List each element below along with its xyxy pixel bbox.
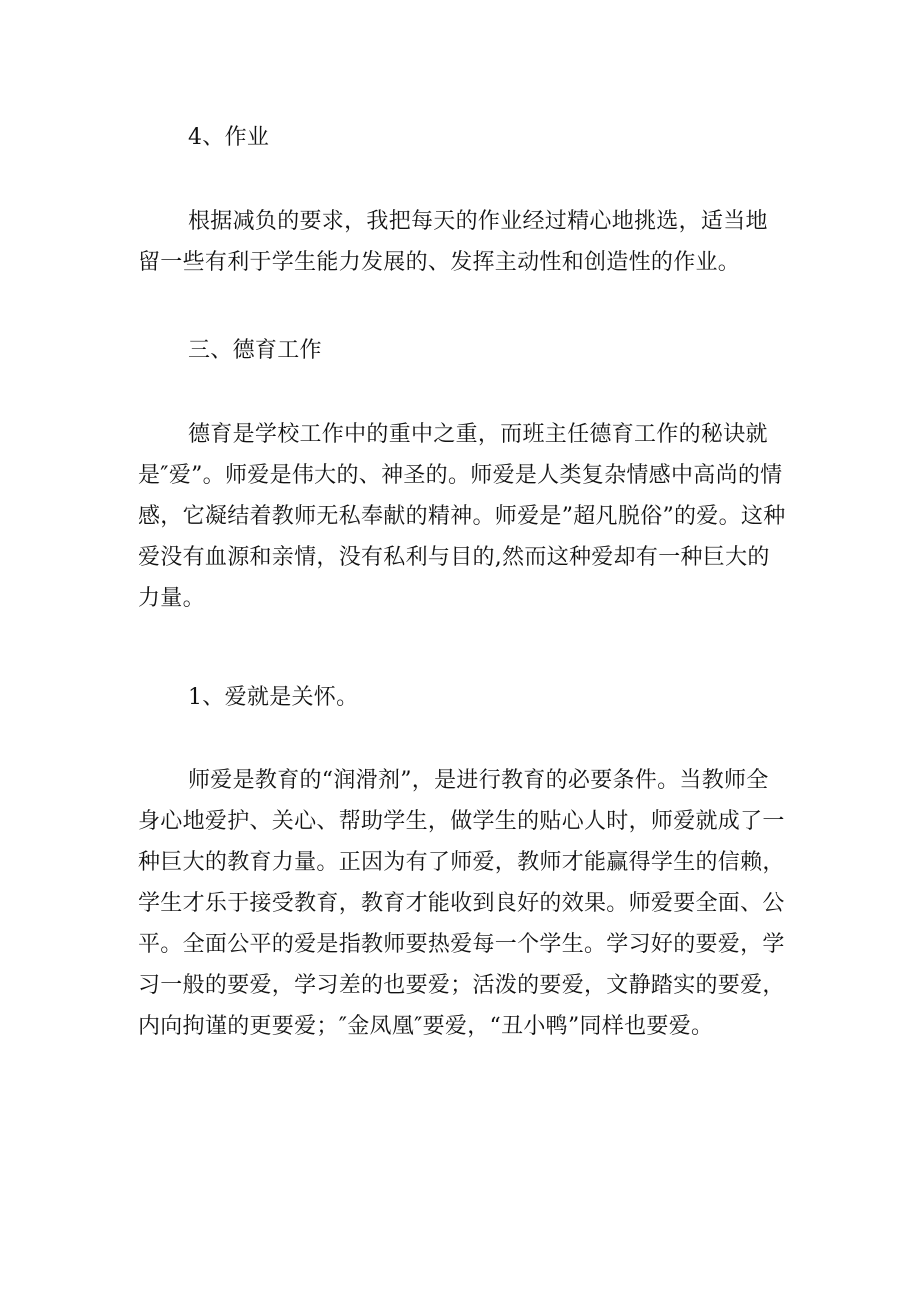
section-heading-homework: 4、作业 <box>188 125 270 150</box>
paragraph-love-is-care: 师爱是教育的“润滑剂”，是进行教育的必要条件。当教师全身心地爱护、关心、帮助学生，做学生的贴心人时，师爱就成了一种巨大的教育力量。正因为有了师爱，教师才能赢得学生的信赖，学生才乐于接受教育，教育才能收到良好的效果。师爱要全面、公平。全面公平的爱是指教师要热爱每一个学生。学习好的要爱，学习一般的要爱，学习差的也要爱；活泼的要爱，文静踏实的要爱，内向拘谨的更要爱；″金凤凰″要爱，“丑小鸭”同样也要爱。 <box>138 768 785 1039</box>
paragraph-moral-education: 德育是学校工作中的重中之重，而班主任德育工作的秘诀就是″爱”。师爱是伟大的、神圣的。师爱是人类复杂情感中高尚的情感，它凝结着教师无私奉献的精神。师爱是”超凡脱俗”的爱。这种爱没有血源和亲情，没有私利与目的,然而这种爱却有一种巨大的力量。 <box>138 422 786 611</box>
section-heading-love-is-care: 1、爱就是关怀。 <box>188 685 359 710</box>
paragraph-homework: 根据减负的要求，我把每天的作业经过精心地挑选，适当地留一些有利于学生能力发展的、发挥主动性和创造性的作业。 <box>138 209 768 275</box>
section-heading-moral-education: 三、德育工作 <box>188 338 322 363</box>
